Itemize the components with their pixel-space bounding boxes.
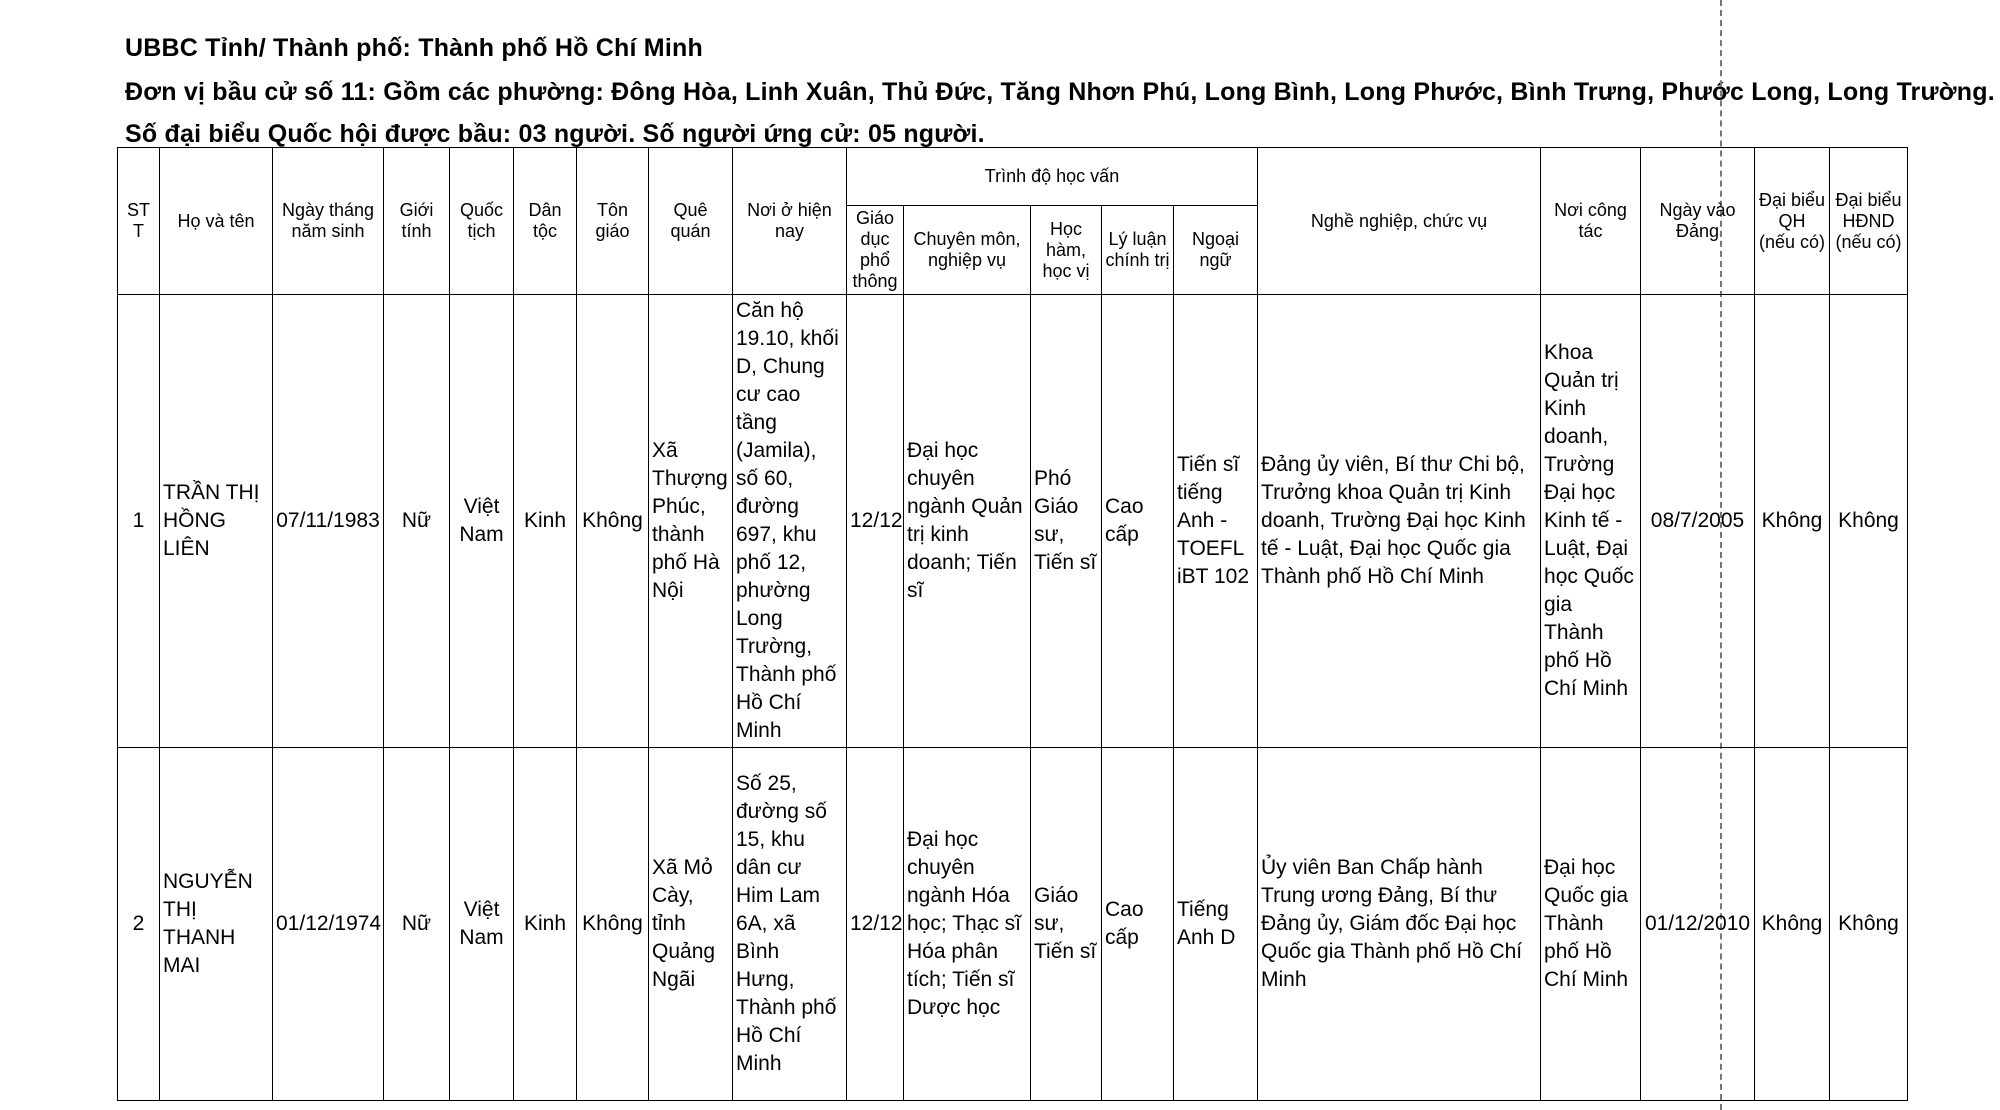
table-row (118, 295, 1908, 748)
cell-quoc-tich: Việt Nam (450, 748, 514, 1101)
cell-gioi-tinh: Nữ (384, 295, 450, 748)
cell-que-quan: Xã Thượng Phúc, thành phố Hà Nội (649, 295, 733, 748)
header-ho-ten: Họ và tên (160, 148, 273, 295)
cell-quoc-tich: Việt Nam (450, 295, 514, 748)
header-noi-cong-tac: Nơi công tác (1541, 148, 1641, 295)
header-gdpt: Giáo dục phổ thông (847, 206, 904, 295)
cell-dan-toc: Kinh (514, 295, 577, 748)
cell-dai-bieu-qh: Không (1755, 295, 1830, 748)
cell-ly-luan: Cao cấp (1102, 748, 1174, 1101)
header-stt: ST T (118, 148, 160, 295)
header-ngoai-ngu: Ngoại ngữ (1174, 206, 1258, 295)
cell-noi-cong-tac: Khoa Quản trị Kinh doanh, Trường Đại học Kinh tế - Luật, Đại học Quốc gia Thành phố Hồ Chí Minh (1541, 295, 1641, 748)
header-ngay-vao-dang: Ngày vào Đảng (1641, 148, 1755, 295)
cell-que-quan: Xã Mỏ Cày, tỉnh Quảng Ngãi (649, 748, 733, 1101)
cell-ngoai-ngu: Tiến sĩ tiếng Anh - TOEFL iBT 102 (1174, 295, 1258, 748)
header-delegate-count-line: Số đại biểu Quốc hội được bầu: 03 người. Số người ứng cử: 05 người. (125, 120, 985, 148)
cell-ton-giao: Không (577, 295, 649, 748)
header-nghe-nghiep: Nghề nghiệp, chức vụ (1258, 148, 1541, 295)
cell-nghe-nghiep: Ủy viên Ban Chấp hành Trung ương Đảng, Bí thư Đảng ủy, Giám đốc Đại học Quốc gia Thành phố Hồ Chí Minh (1258, 748, 1541, 1101)
header-gioi-tinh: Giới tính (384, 148, 450, 295)
header-que-quan: Quê quán (649, 148, 733, 295)
cell-ngay-sinh: 01/12/1974 (273, 748, 384, 1101)
cell-hoc-ham: Giáo sư, Tiến sĩ (1031, 748, 1102, 1101)
cell-gdpt: 12/12 (847, 748, 904, 1101)
cell-ho-ten: NGUYỄN THỊ THANH MAI (160, 748, 273, 1101)
cell-gdpt: 12/12 (847, 295, 904, 748)
header-dai-bieu-qh: Đại biểu QH (nếu có) (1755, 148, 1830, 295)
cell-dan-toc: Kinh (514, 748, 577, 1101)
header-dai-bieu-hdnd: Đại biểu HĐND (nếu có) (1830, 148, 1908, 295)
cell-dai-bieu-hdnd: Không (1830, 295, 1908, 748)
header-region-line: UBBC Tỉnh/ Thành phố: Thành phố Hồ Chí Minh (125, 34, 703, 62)
cell-hoc-ham: Phó Giáo sư, Tiến sĩ (1031, 295, 1102, 748)
header-trinh-do: Trình độ học vấn (847, 148, 1258, 206)
cell-chuyen-mon: Đại học chuyên ngành Quản trị kinh doanh; Tiến sĩ (904, 295, 1031, 748)
cell-dai-bieu-qh: Không (1755, 748, 1830, 1101)
cell-noi-o: Căn hộ 19.10, khối D, Chung cư cao tầng (Jamila), số 60, đường 697, khu phố 12, phường Long Trường, Thành phố Hồ Chí Minh (733, 295, 847, 748)
header-electoral-unit-line: Đơn vị bầu cử số 11: Gồm các phường: Đông Hòa, Linh Xuân, Thủ Đức, Tăng Nhơn Phú, Long Bình, Long Phước, Bình Trưng, Phước Long, Long Trường. (125, 78, 1995, 106)
cell-gioi-tinh: Nữ (384, 748, 450, 1101)
header-ly-luan: Lý luận chính trị (1102, 206, 1174, 295)
cell-chuyen-mon: Đại học chuyên ngành Hóa học; Thạc sĩ Hóa phân tích; Tiến sĩ Dược học (904, 748, 1031, 1101)
cell-nghe-nghiep: Đảng ủy viên, Bí thư Chi bộ, Trưởng khoa Quản trị Kinh doanh, Trường Đại học Kinh tế - Luật, Đại học Quốc gia Thành phố Hồ Chí Minh (1258, 295, 1541, 748)
cell-ho-ten: TRẦN THỊ HỒNG LIÊN (160, 295, 273, 748)
cell-ton-giao: Không (577, 748, 649, 1101)
candidate-table (117, 147, 1908, 1101)
header-hoc-ham: Học hàm, học vị (1031, 206, 1102, 295)
header-quoc-tich: Quốc tịch (450, 148, 514, 295)
cell-ngay-sinh: 07/11/1983 (273, 295, 384, 748)
cell-noi-cong-tac: Đại học Quốc gia Thành phố Hồ Chí Minh (1541, 748, 1641, 1101)
header-noi-o: Nơi ở hiện nay (733, 148, 847, 295)
header-chuyen-mon: Chuyên môn, nghiệp vụ (904, 206, 1031, 295)
header-ngay-sinh: Ngày tháng năm sinh (273, 148, 384, 295)
cell-ngay-vao-dang: 01/12/2010 (1641, 748, 1755, 1101)
header-dan-toc: Dân tộc (514, 148, 577, 295)
cell-ly-luan: Cao cấp (1102, 295, 1174, 748)
table-row (118, 748, 1908, 1101)
cell-ngay-vao-dang: 08/7/2005 (1641, 295, 1755, 748)
header-ton-giao: Tôn giáo (577, 148, 649, 295)
cell-stt: 2 (118, 748, 160, 1101)
cell-stt: 1 (118, 295, 160, 748)
cell-dai-bieu-hdnd: Không (1830, 748, 1908, 1101)
cell-ngoai-ngu: Tiếng Anh D (1174, 748, 1258, 1101)
cell-noi-o: Số 25, đường số 15, khu dân cư Him Lam 6A, xã Bình Hưng, Thành phố Hồ Chí Minh (733, 748, 847, 1101)
